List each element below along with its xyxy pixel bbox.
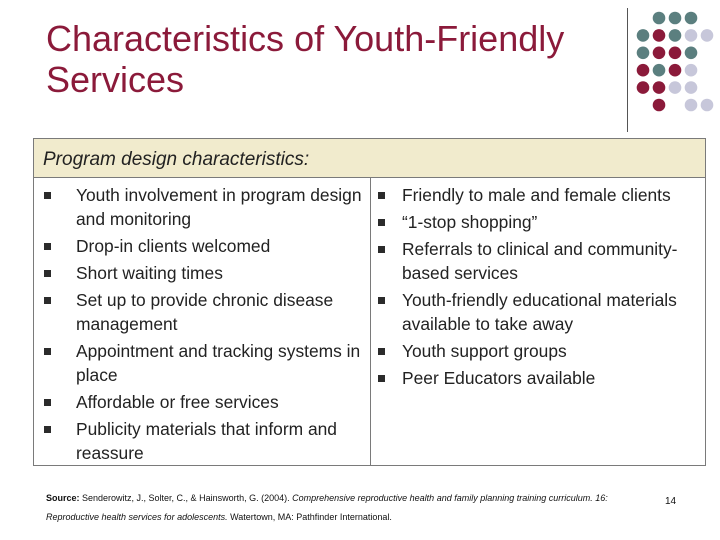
decorative-dot [653, 64, 666, 77]
table-header [34, 139, 705, 178]
list-item [42, 288, 362, 336]
decorative-dot [669, 64, 682, 77]
characteristics-table [33, 138, 706, 466]
slide-title: Characteristics of Youth-Friendly Services [46, 18, 565, 100]
list-item [42, 183, 362, 231]
list-item-text: Short waiting times [76, 263, 223, 283]
list-item-text: Youth involvement in program design and monitoring [76, 185, 362, 229]
list-item-text: Youth-friendly educational materials available to take away [402, 290, 677, 334]
square-bullet-icon [44, 348, 51, 355]
decorative-dot [653, 47, 666, 60]
decorative-dot [685, 12, 698, 25]
decorative-dot [637, 29, 650, 42]
list-item [42, 417, 362, 465]
decorative-dot [685, 29, 698, 42]
list-item [375, 288, 703, 336]
list-item-text: Affordable or free services [76, 392, 279, 412]
decorative-dot [669, 81, 682, 94]
source-label: Source: [46, 493, 80, 503]
right-column-list [375, 183, 703, 393]
square-bullet-icon [44, 426, 51, 433]
list-item-text: Set up to provide chronic disease management [76, 290, 334, 334]
decorative-dot [637, 64, 650, 77]
list-item [375, 339, 703, 363]
decorative-dot [637, 81, 650, 94]
decorative-dot [653, 99, 666, 112]
list-item [42, 390, 362, 414]
decorative-dot [685, 81, 698, 94]
decorative-dot [685, 99, 698, 112]
list-item-text: Youth support groups [402, 341, 567, 361]
list-item-text: Drop-in clients welcomed [76, 236, 271, 256]
square-bullet-icon [44, 270, 51, 277]
table-header-label: Program design characteristics: [43, 149, 310, 170]
list-item-text: “1-stop shopping” [402, 212, 538, 232]
list-item-text: Publicity materials that inform and reassure [76, 419, 337, 463]
square-bullet-icon [44, 243, 51, 250]
list-item [375, 237, 703, 285]
square-bullet-icon [378, 192, 385, 199]
decorative-dot [637, 47, 650, 60]
square-bullet-icon [44, 192, 51, 199]
source-authors: Senderowitz, J., Solter, C., & Hainsworth, G. (2004). [79, 493, 293, 503]
source-citation [46, 489, 656, 527]
list-item-text: Peer Educators available [402, 368, 596, 388]
column-divider [370, 177, 371, 465]
square-bullet-icon [378, 297, 385, 304]
list-item [375, 366, 703, 390]
decorative-dot [701, 29, 714, 42]
list-item-text: Referrals to clinical and community-based services [402, 239, 678, 283]
page-number: 14 [665, 496, 677, 507]
decorative-dot [653, 81, 666, 94]
square-bullet-icon [378, 246, 385, 253]
decorative-dot [653, 29, 666, 42]
square-bullet-icon [44, 399, 51, 406]
decorative-dot [701, 99, 714, 112]
decorative-dot [685, 47, 698, 60]
list-item [42, 261, 362, 285]
list-item [42, 339, 362, 387]
source-publisher: Watertown, MA: Pathfinder International. [227, 512, 392, 522]
list-item-text: Friendly to male and female clients [402, 185, 671, 205]
list-item [375, 210, 703, 234]
square-bullet-icon [378, 375, 385, 382]
square-bullet-icon [378, 348, 385, 355]
square-bullet-icon [44, 297, 51, 304]
decorative-dot [685, 64, 698, 77]
decorative-dot [653, 12, 666, 25]
square-bullet-icon [378, 219, 385, 226]
decorative-dot [669, 47, 682, 60]
source-title: Comprehensive reproductive health and family planning training curriculum. 16: Reproductive health services for adolescents. [46, 493, 608, 522]
decorative-dot-grid [636, 8, 720, 120]
list-item [375, 183, 703, 207]
left-column-list [42, 183, 362, 468]
list-item [42, 234, 362, 258]
decorative-vertical-line [627, 8, 628, 132]
decorative-dot [669, 12, 682, 25]
decorative-dot [669, 29, 682, 42]
list-item-text: Appointment and tracking systems in place [76, 341, 361, 385]
